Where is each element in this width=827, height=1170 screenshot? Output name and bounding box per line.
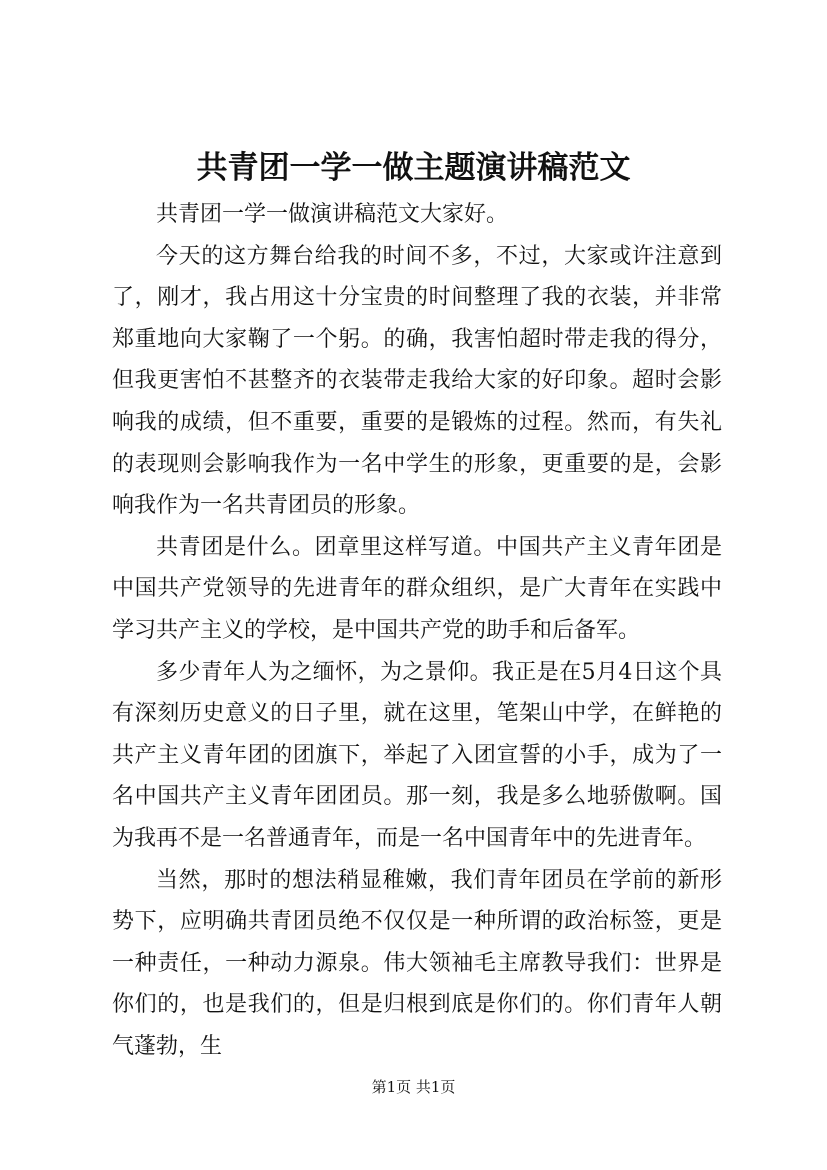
document-body bbox=[112, 194, 722, 1067]
page-number-footer: 第1页 共1页 bbox=[371, 1078, 456, 1096]
paragraph-youth-league-definition: 共青团是什么。团章里这样写道。中国共产主义青年团是中国共产党领导的先进青年的群众组织，是广大青年在实践中学习共产主义的学校，是中国共产党的助手和后备军。 bbox=[112, 534, 722, 643]
document-title: 共青团一学一做主题演讲稿范文 bbox=[196, 150, 631, 186]
paragraph-responsibility: 当然，那时的想法稍显稚嫩，我们青年团员在学前的新形势下，应明确共青团员绝不仅仅是一种所谓的政治标签，更是一种责任，一种动力源泉。伟大领袖毛主席教导我们：世界是你们的，也是我们的，但是归根到底是你们的。你们青年人朝气蓬勃，生 bbox=[112, 867, 722, 1059]
paragraph-appearance: 今天的这方舞台给我的时间不多，不过，大家或许注意到了，刚才，我占用这十分宝贵的时间整理了我的衣装，并非常郑重地向大家鞠了一个躬。的确，我害怕超时带走我的得分，但我更害怕不甚整齐的衣装带走我给大家的好印象。超时会影响我的成绩，但不重要，重要的是锻炼的过程。然而，有失礼的表现则会影响我作为一名中学生的形象，更重要的是，会影响我作为一名共青团员的形象。 bbox=[112, 243, 722, 519]
paragraph-greeting: 共青团一学一做演讲稿范文大家好。 bbox=[156, 202, 509, 227]
paragraph-joining-league: 多少青年人为之缅怀，为之景仰。我正是在5月4日这个具有深刻历史意义的日子里，就在这里，笔架山中学，在鲜艳的共产主义青年团的团旗下，举起了入团宣誓的小手，成为了一名中国共产主义青年团团员。那一刻，我是多么地骄傲啊。国为我再不是一名普通青年，而是一名中国青年中的先进青年。 bbox=[112, 659, 722, 851]
